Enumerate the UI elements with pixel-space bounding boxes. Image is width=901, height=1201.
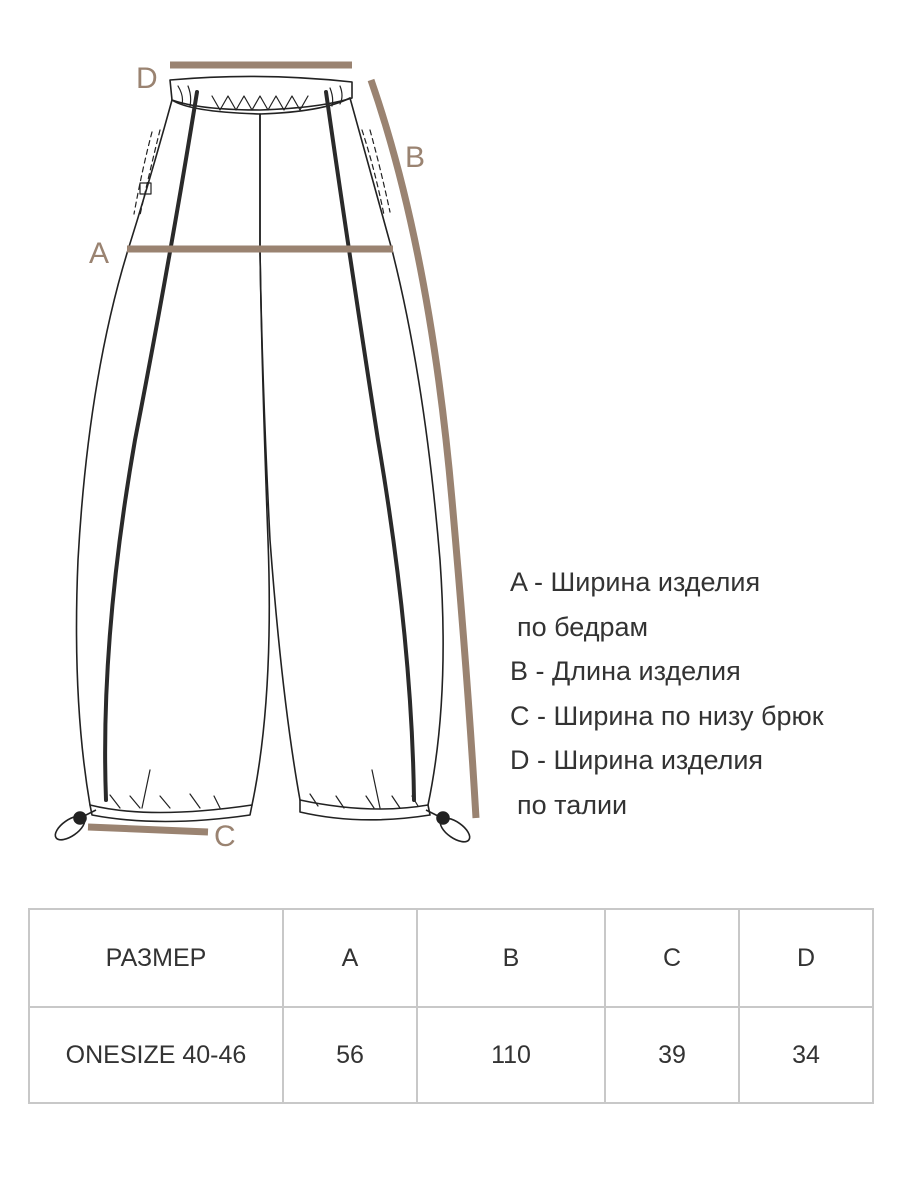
legend-item-b: B - Длина изделия bbox=[510, 656, 741, 686]
label-c: C bbox=[214, 820, 236, 853]
table-header-cell: РАЗМЕР bbox=[29, 909, 283, 1007]
legend-item-d: D - Ширина изделия по талии bbox=[510, 745, 764, 820]
label-d: D bbox=[136, 62, 158, 95]
table-row bbox=[29, 1007, 873, 1103]
measurement-legend bbox=[510, 560, 824, 827]
table-header-row bbox=[29, 909, 873, 1007]
table-header-cell: B bbox=[417, 909, 605, 1007]
table-cell: 39 bbox=[605, 1007, 739, 1103]
table-cell: 110 bbox=[417, 1007, 605, 1103]
legend-item-a: A - Ширина изделия по бедрам bbox=[510, 567, 761, 642]
label-b: B bbox=[405, 141, 426, 174]
label-a: A bbox=[89, 237, 110, 270]
measure-line-c bbox=[88, 827, 208, 832]
measure-line-b bbox=[371, 80, 476, 818]
table-cell: ONESIZE 40-46 bbox=[29, 1007, 283, 1103]
table-cell: 34 bbox=[739, 1007, 873, 1103]
measurement-lines bbox=[88, 65, 476, 832]
legend-item-c: C - Ширина по низу брюк bbox=[510, 700, 824, 731]
size-table bbox=[28, 908, 874, 1104]
table-header-cell: C bbox=[605, 909, 739, 1007]
measurement-letters bbox=[89, 62, 425, 853]
table-header-cell: A bbox=[283, 909, 417, 1007]
table-cell: 56 bbox=[283, 1007, 417, 1103]
table-header-cell: D bbox=[739, 909, 873, 1007]
